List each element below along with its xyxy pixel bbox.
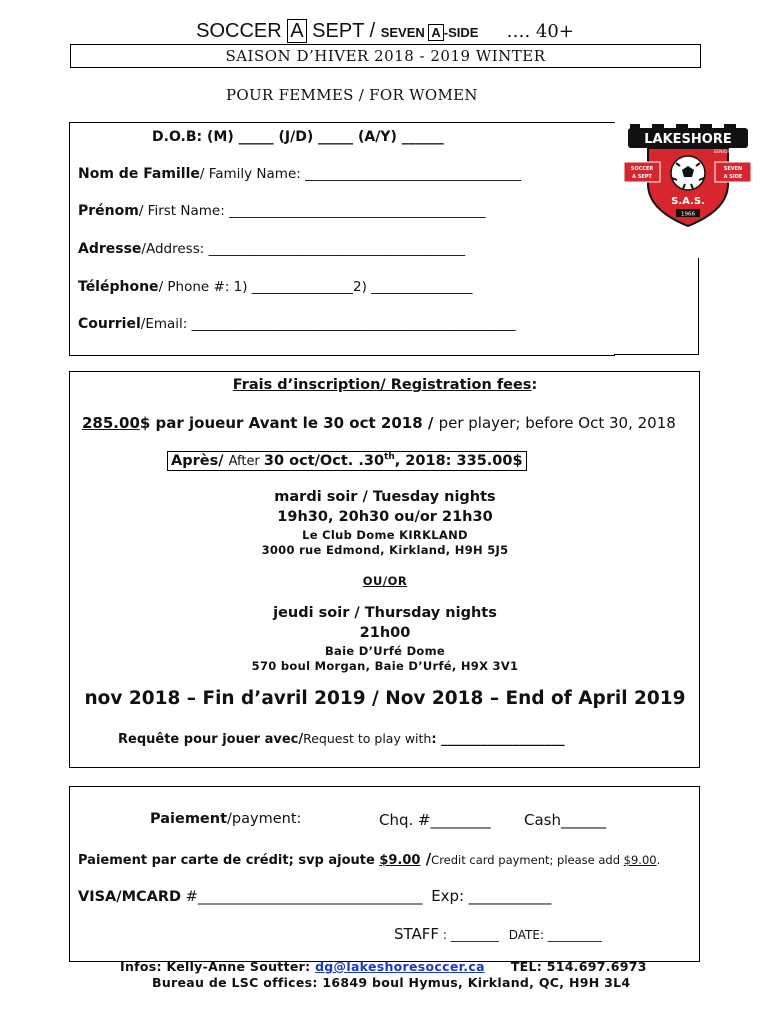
season-banner: SAISON D’HIVER 2018 - 2019 WINTER [70, 44, 701, 68]
title-sept: SEPT / [306, 20, 381, 42]
logo-right-2: A SIDE [723, 174, 743, 180]
email-label: Courriel [78, 316, 141, 332]
first-name-field[interactable] [78, 203, 486, 219]
contact-name: Infos: Kelly-Anne Soutter: [120, 959, 316, 974]
family-name-label: Nom de Famille [78, 166, 200, 182]
late-price-amount: , 2018: 335.00$ [394, 452, 523, 469]
thursday-title: jeudi soir / Thursday nights [273, 605, 497, 621]
women-subtitle: POUR FEMMES / FOR WOMEN [226, 86, 478, 104]
late-price-sup: th [384, 452, 395, 462]
card-fee-amount: $9.00 [379, 853, 421, 868]
cheque-field[interactable]: Chq. #________ [379, 811, 491, 829]
cash-field[interactable]: Cash______ [524, 811, 606, 829]
personal-box-right-edge [698, 258, 699, 355]
staff-field[interactable] [394, 925, 602, 943]
request-english: Request to play with [303, 731, 432, 746]
title-age: …. 40+ [506, 21, 574, 42]
email-line[interactable]: /Email: ________________________________________________ [140, 316, 516, 332]
thursday-time: 21h00 [359, 625, 411, 641]
date-field[interactable]: DATE: _________ [508, 928, 602, 942]
contact-line [120, 959, 647, 974]
personal-box-bottom-edge [614, 354, 699, 355]
contact-phone: TEL: 514.697.6973 [510, 959, 647, 974]
late-price-after: After [228, 453, 264, 469]
card-fee-fr: Paiement par carte de crédit; svp ajoute [78, 853, 380, 868]
payment-label [150, 811, 301, 827]
thursday-address: 570 boul Morgan, Baie D’Urfé, H9X 3V1 [251, 659, 519, 673]
card-fee-line [78, 850, 660, 868]
staff-label: STAFF [394, 925, 440, 943]
title-side: -SIDE [443, 25, 479, 40]
title-seven: SEVEN [380, 25, 429, 40]
email-field[interactable] [78, 316, 516, 332]
phone-label: Téléphone [78, 279, 159, 295]
lakeshore-logo [620, 118, 755, 230]
logo-left-2: A SEPT [632, 174, 652, 180]
late-price-line [167, 452, 527, 469]
address-field[interactable] [78, 241, 465, 257]
fees-heading-text: Frais d’inscription/ Registration fees [232, 377, 532, 393]
card-fee-slash: / [420, 850, 432, 868]
contact-email-link[interactable]: dg@lakeshoresoccer.ca [315, 959, 485, 974]
payment-label-fr: Paiement [150, 811, 228, 827]
early-price-amount: 285.00 [82, 414, 140, 432]
first-name-line[interactable]: / First Name: ______________________________________ [138, 203, 486, 219]
or-separator: OU/OR [362, 574, 408, 588]
early-price-english: per player; before Oct 30, 2018 [438, 414, 676, 432]
request-line[interactable] [118, 731, 565, 747]
office-address: Bureau de LSC offices: 16849 boul Hymus, Kirkland, QC, H9H 3L4 [152, 975, 631, 990]
early-price-line [82, 414, 676, 432]
title-soccer: SOCCER [196, 20, 288, 42]
request-blank[interactable]: : ___________________ [431, 732, 565, 747]
logo-right-1: SEVEN [723, 166, 743, 172]
card-number-label: VISA/MCARD [78, 889, 182, 905]
early-price-text: $ par joueur Avant le 30 oct 2018 / [139, 414, 439, 432]
payment-label-en: /payment: [227, 811, 302, 827]
address-line[interactable]: /Address: ______________________________________ [141, 241, 466, 257]
logo-senior: SENIOR [713, 150, 731, 155]
first-name-label: Prénom [78, 203, 139, 219]
form-title [0, 20, 770, 43]
late-price-date: 30 oct/Oct. .30 [263, 452, 385, 469]
fees-heading [0, 377, 770, 393]
late-price-apres: Après/ [171, 452, 229, 469]
staff-line[interactable]: : ________ [439, 928, 499, 942]
title-a2-boxed: A [428, 24, 443, 41]
card-number-field[interactable] [78, 887, 551, 905]
tuesday-venue: Le Club Dome KIRKLAND [302, 528, 468, 542]
tuesday-times: 19h30, 20h30 ou/or 21h30 [277, 509, 493, 525]
thursday-venue: Baie D’Urfé Dome [324, 644, 446, 658]
phone-line[interactable]: / Phone #: 1) _______________2) _______________ [158, 279, 473, 295]
phone-field[interactable] [78, 279, 472, 295]
logo-initials: S.A.S. [671, 196, 705, 207]
request-label: Requête pour jouer avec/ [118, 732, 304, 747]
address-label: Adresse [78, 241, 142, 257]
family-name-line[interactable]: / Family Name: ________________________________ [199, 166, 522, 182]
card-number-line[interactable]: #_______________________________ [181, 889, 428, 905]
family-name-field[interactable] [78, 166, 521, 182]
tuesday-address: 3000 rue Edmond, Kirkland, H9H 5J5 [261, 543, 509, 557]
logo-year: 1966 [681, 211, 695, 218]
logo-left-1: SOCCER [630, 166, 654, 172]
card-fee-period: . [656, 853, 661, 867]
tuesday-title: mardi soir / Tuesday nights [274, 489, 496, 505]
dob-field[interactable]: D.O.B: (M) _____ (J/D) _____ (A/Y) ______ [152, 129, 444, 145]
season-dates: nov 2018 – Fin d’avril 2019 / Nov 2018 – End of April 2019 [84, 688, 686, 709]
logo-name: LAKESHORE [644, 132, 732, 147]
card-fee-en: Credit card payment; please add [431, 853, 624, 867]
card-expiry-field[interactable]: Exp: ___________ [431, 887, 552, 905]
title-a-boxed: A [287, 19, 306, 43]
card-fee-amount-en: $9.00 [623, 853, 657, 867]
late-price-box [167, 451, 527, 471]
fees-heading-colon: : [531, 377, 538, 393]
